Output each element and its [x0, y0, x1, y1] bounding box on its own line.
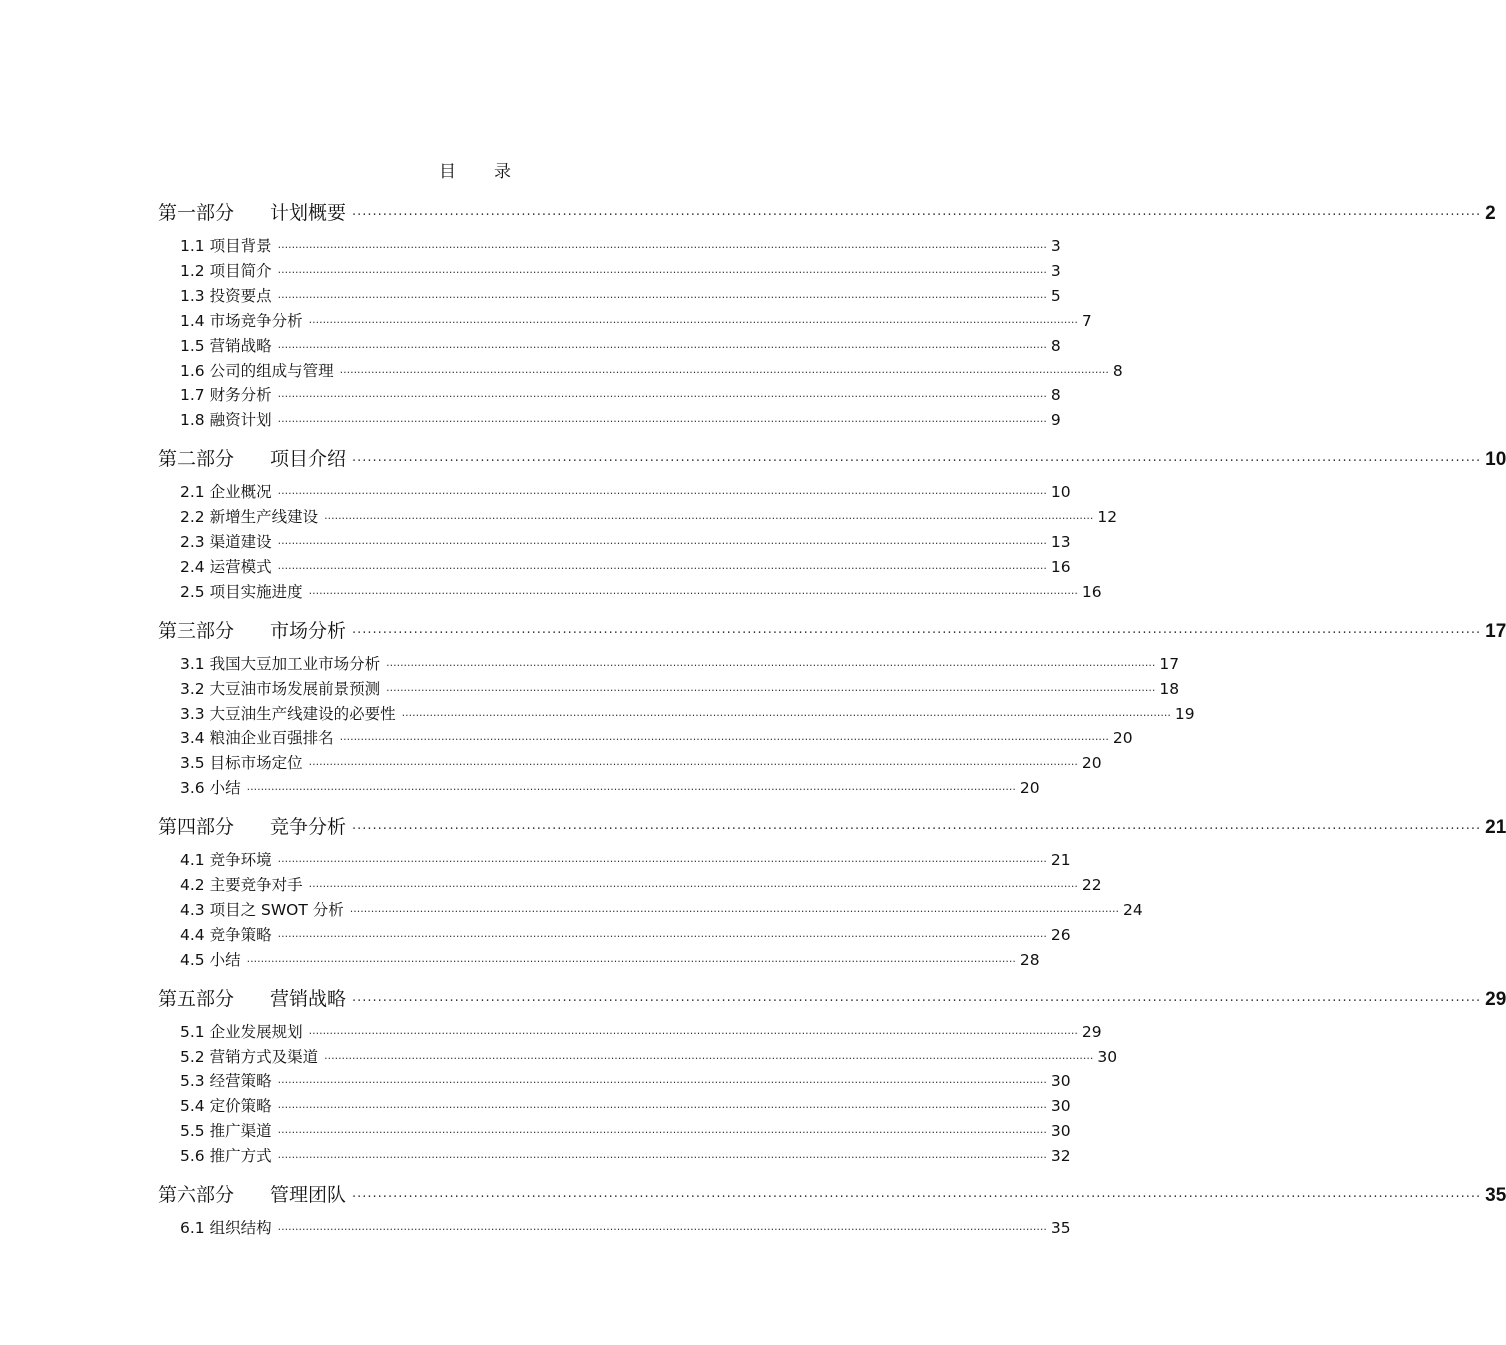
toc-dot-leader: ····························································································································································································································: [352, 625, 1482, 641]
toc-page-number: 10: [1050, 483, 1071, 502]
toc-section-entry[interactable]: [180, 359, 1123, 381]
toc-section-label: 3.6 小结: [180, 779, 241, 798]
toc-page-number: 30: [1050, 1122, 1071, 1141]
toc-page-number: 29: [1485, 988, 1506, 1010]
toc-part-label: [158, 812, 352, 839]
toc-part-entry[interactable]: [158, 1180, 1506, 1207]
toc-section-entry[interactable]: [180, 873, 1102, 895]
toc-part-label: [158, 616, 352, 643]
toc-section-entry[interactable]: [180, 505, 1118, 527]
toc-part-number: 第五部分: [158, 987, 235, 1010]
toc-part-number: 第二部分: [158, 448, 235, 471]
toc-section-label: 1.7 财务分析: [180, 386, 272, 405]
toc-page-number: 16: [1050, 557, 1071, 576]
toc-part-entry[interactable]: [158, 984, 1506, 1011]
toc-section-label: 1.1 项目背景: [180, 237, 272, 255]
toc-section-label: 3.3 大豆油生产线建设的必要性: [180, 704, 396, 723]
toc-section-entry[interactable]: [180, 383, 1061, 405]
toc-page-number: 8: [1050, 386, 1061, 405]
toc-dot-leader: ····························································································································································································································: [339, 365, 1109, 379]
toc-page-number: 12: [1097, 508, 1118, 527]
toc-page-number: 20: [1112, 729, 1133, 748]
toc-dot-leader: ····························································································································································································································: [352, 822, 1482, 838]
toc-section-label: 6.1 组织结构: [180, 1219, 272, 1237]
toc-section-entry[interactable]: [180, 702, 1195, 724]
toc-page-number: 16: [1081, 582, 1102, 601]
toc-section-entry[interactable]: [180, 530, 1071, 552]
toc-section-label: 2.3 渠道建设: [180, 533, 272, 551]
toc-part-title: 市场分析: [270, 619, 347, 642]
toc-dot-leader: ····························································································································································································································: [277, 1076, 1047, 1090]
toc-section-label: 3.4 粮油企业百强排名: [180, 729, 334, 748]
toc-section-label: 3.2 大豆油市场发展前景预测: [180, 679, 381, 698]
toc-dot-leader: ····························································································································································································································: [308, 880, 1078, 893]
toc-page-number: 10: [1485, 449, 1506, 471]
toc-section-label: 2.1 企业概况: [180, 483, 272, 502]
toc-page-number: 21: [1050, 851, 1071, 870]
toc-page-number: 18: [1159, 679, 1180, 698]
toc-section-entry[interactable]: [180, 334, 1061, 356]
toc-section-label: 1.8 融资计划: [180, 411, 272, 430]
toc-page-number: 35: [1050, 1219, 1071, 1237]
toc-dot-leader: ····························································································································································································································: [277, 929, 1047, 943]
toc-dot-leader: ····························································································································································································································: [339, 733, 1109, 747]
toc-page-number: 8: [1050, 336, 1061, 355]
toc-page-number: 21: [1485, 817, 1506, 839]
toc-dot-leader: ····························································································································································································································: [277, 415, 1047, 429]
toc-page-number: 17: [1159, 654, 1180, 673]
page-title: 目录: [439, 162, 549, 182]
toc-section-label: 5.4 定价策略: [180, 1097, 272, 1116]
toc-dot-leader: ····························································································································································································································: [352, 208, 1482, 223]
toc-page-number: 24: [1123, 900, 1143, 919]
toc-section-entry[interactable]: [180, 677, 1180, 699]
toc-section-entry[interactable]: [180, 1069, 1071, 1091]
toc-part-label: [158, 984, 352, 1011]
toc-section-label: 1.5 营销战略: [180, 336, 272, 355]
toc-dot-leader: ····························································································································································································································: [277, 537, 1047, 550]
toc-section-entry[interactable]: [180, 848, 1071, 870]
toc-page-number: 8: [1112, 361, 1123, 380]
toc-section-entry[interactable]: [180, 408, 1061, 430]
toc-section-entry[interactable]: [180, 652, 1180, 674]
toc-page-number: 30: [1097, 1047, 1118, 1066]
toc-section-label: 2.5 项目实施进度: [180, 582, 303, 601]
toc-section-entry[interactable]: [180, 1144, 1071, 1166]
toc-part-title: 项目介绍: [270, 448, 347, 471]
toc-dot-leader: ····························································································································································································································: [308, 1026, 1078, 1040]
toc-dot-leader: ····························································································································································································································: [246, 954, 1016, 968]
toc-part-entry[interactable]: [158, 812, 1506, 839]
toc-part-entry[interactable]: [158, 444, 1506, 471]
toc-page-number: 2: [1485, 203, 1496, 224]
toc-section-entry[interactable]: [180, 1119, 1071, 1141]
toc-dot-leader: ····························································································································································································································: [277, 1101, 1047, 1115]
toc-part-title: 计划概要: [270, 202, 347, 224]
toc-part-entry[interactable]: [158, 616, 1506, 643]
toc-dot-leader: ····························································································································································································································: [349, 904, 1120, 918]
toc-part-number: 第三部分: [158, 619, 235, 642]
toc-page-number: 28: [1019, 950, 1040, 969]
toc-section-label: 4.2 主要竞争对手: [180, 876, 303, 894]
toc-page-number: 20: [1081, 754, 1102, 773]
toc-dot-leader: ····························································································································································································································: [246, 783, 1016, 797]
toc-section-entry[interactable]: [180, 1094, 1071, 1116]
toc-section-label: 5.6 推广方式: [180, 1147, 272, 1166]
toc-section-entry[interactable]: [180, 898, 1143, 920]
toc-section-label: 2.4 运营模式: [180, 557, 272, 576]
toc-section-label: 4.5 小结: [180, 950, 241, 969]
toc-page-number: 20: [1019, 779, 1040, 798]
toc-section-entry[interactable]: [180, 309, 1092, 331]
toc-dot-leader: ····························································································································································································································: [352, 1190, 1482, 1205]
toc-part-label: [158, 198, 352, 225]
toc-dot-leader: ····························································································································································································································: [277, 855, 1047, 869]
toc-dot-leader: ····························································································································································································································: [324, 512, 1094, 526]
toc-dot-leader: ····························································································································································································································: [352, 454, 1482, 470]
toc-section-entry[interactable]: [180, 234, 1061, 256]
toc-part-label: [158, 444, 352, 471]
toc-page-number: 32: [1050, 1147, 1071, 1166]
toc-part-entry[interactable]: [158, 198, 1496, 225]
toc-section-label: 1.4 市场竞争分析: [180, 311, 303, 330]
toc-page-number: 29: [1081, 1022, 1102, 1041]
toc-dot-leader: ····························································································································································································································: [308, 758, 1078, 772]
toc-dot-leader: ····························································································································································································································: [277, 1126, 1047, 1140]
toc-part-number: 第六部分: [158, 1184, 235, 1206]
toc-dot-leader: ····························································································································································································································: [277, 241, 1047, 254]
toc-dot-leader: ····························································································································································································································: [277, 265, 1047, 279]
toc-dot-leader: ····························································································································································································································: [324, 1051, 1094, 1065]
toc-dot-leader: ····························································································································································································································: [277, 1151, 1047, 1165]
toc-page-number: 3: [1050, 237, 1061, 255]
toc-dot-leader: ····························································································································································································································: [277, 487, 1047, 501]
toc-dot-leader: ····························································································································································································································: [277, 1223, 1047, 1236]
toc-page-number: 17: [1485, 620, 1506, 642]
toc-dot-leader: ····························································································································································································································: [308, 315, 1078, 329]
toc-section-entry[interactable]: [180, 580, 1102, 602]
toc-section-label: 5.3 经营策略: [180, 1072, 272, 1091]
toc-section-label: 1.2 项目简介: [180, 261, 272, 280]
toc-dot-leader: ····························································································································································································································: [277, 340, 1047, 354]
toc-section-entry[interactable]: [180, 555, 1071, 577]
toc-section-entry[interactable]: [180, 480, 1071, 502]
toc-section-label: 3.5 目标市场定位: [180, 754, 303, 773]
toc-dot-leader: ····························································································································································································································: [386, 683, 1156, 697]
toc-dot-leader: ····························································································································································································································: [277, 290, 1047, 304]
toc-section-entry[interactable]: [180, 1020, 1102, 1042]
toc-part-label: [158, 1180, 352, 1207]
toc-section-label: 5.1 企业发展规划: [180, 1022, 303, 1041]
toc-dot-leader: ····························································································································································································································: [352, 993, 1482, 1009]
toc-dot-leader: ····························································································································································································································: [277, 561, 1047, 575]
toc-dot-leader: ····························································································································································································································: [401, 708, 1171, 722]
toc-section-entry[interactable]: [180, 1216, 1071, 1238]
toc-page-number: 9: [1050, 411, 1061, 430]
toc-section-entry[interactable]: [180, 751, 1102, 773]
toc-section-label: 4.4 竞争策略: [180, 925, 272, 944]
toc-page-number: 30: [1050, 1072, 1071, 1091]
toc-page-number: 35: [1485, 1185, 1506, 1206]
toc-section-entry[interactable]: [180, 284, 1061, 306]
toc-page-number: 5: [1050, 286, 1061, 305]
toc-section-label: 4.1 竞争环境: [180, 851, 272, 870]
toc-section-entry[interactable]: [180, 923, 1071, 945]
toc-page-number: 7: [1081, 311, 1092, 330]
toc-section-label: 3.1 我国大豆加工业市场分析: [180, 654, 381, 673]
toc-part-title: 管理团队: [270, 1184, 347, 1206]
toc-page-number: 22: [1081, 876, 1102, 894]
toc-page-number: 13: [1050, 533, 1071, 551]
toc-section-entry[interactable]: [180, 948, 1040, 970]
toc-page-number: 30: [1050, 1097, 1071, 1116]
toc-page-number: 26: [1050, 925, 1071, 944]
toc-part-number: 第一部分: [158, 202, 235, 224]
toc-dot-leader: ····························································································································································································································: [386, 658, 1156, 672]
toc-section-label: 2.2 新增生产线建设: [180, 508, 319, 527]
toc-section-entry[interactable]: [180, 259, 1061, 281]
toc-section-entry[interactable]: [180, 776, 1040, 798]
toc-section-label: 1.6 公司的组成与管理: [180, 361, 334, 380]
toc-dot-leader: ····························································································································································································································: [308, 586, 1078, 600]
toc-section-label: 5.2 营销方式及渠道: [180, 1047, 319, 1066]
toc-section-label: 5.5 推广渠道: [180, 1122, 272, 1141]
toc-part-title: 营销战略: [270, 987, 347, 1010]
toc-section-label: 4.3 项目之 SWOT 分析: [180, 900, 344, 919]
toc-section-entry[interactable]: [180, 1045, 1118, 1067]
toc-part-title: 竞争分析: [270, 816, 347, 839]
toc-dot-leader: ····························································································································································································································: [277, 390, 1047, 404]
toc-section-entry[interactable]: [180, 726, 1133, 748]
toc-page-number: 3: [1050, 261, 1061, 280]
toc-part-number: 第四部分: [158, 816, 235, 839]
toc-page-number: 19: [1174, 704, 1195, 723]
toc-section-label: 1.3 投资要点: [180, 286, 272, 305]
